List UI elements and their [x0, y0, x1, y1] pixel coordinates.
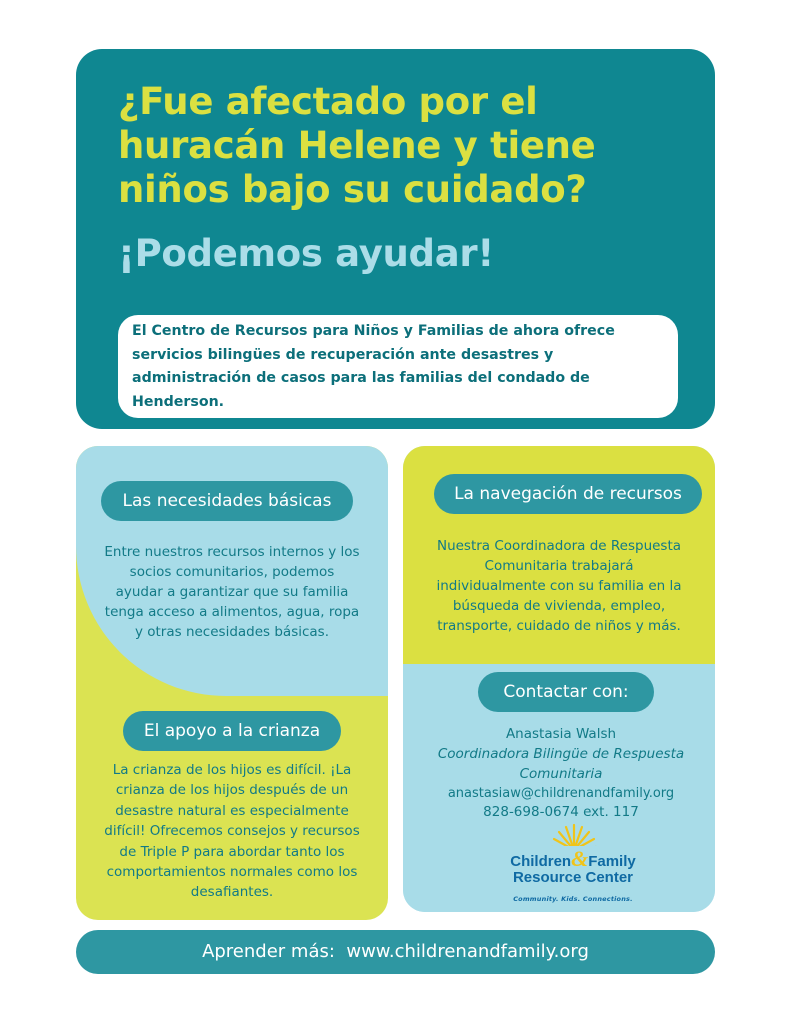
basic-needs-heading: Las necesidades básicas: [101, 481, 353, 521]
logo-ampersand: &: [571, 846, 589, 871]
page-subheadline: ¡Podemos ayudar!: [118, 232, 494, 275]
parenting-text: La crianza de los hijos es difícil. ¡La crianza de los hijos después de un desastre natural es especialmente difícil! Ofrecemos consejos y recursos de Triple P para abordar tanto los comportamientos normales como los desafiantes.: [104, 762, 360, 901]
navigation-heading: La navegación de recursos: [434, 474, 702, 514]
logo-subtitle: Resource Center: [512, 869, 634, 886]
intro-box: [118, 315, 678, 418]
footer-learn-more[interactable]: Aprender más: www.childrenandfamily.org: [76, 930, 715, 974]
page-headline: ¿Fue afectado por el huracán Helene y tiene niños bajo su cuidado?: [118, 80, 596, 211]
contact-email[interactable]: anastasiaw@childrenandfamily.org: [447, 786, 675, 801]
contact-heading: Contactar con:: [478, 672, 654, 712]
contact-role: Coordinadora Bilingüe de Respuesta Comunitaria: [437, 746, 685, 782]
intro-text: El Centro de Recursos para Niños y Familias de ahora ofrece servicios bilingües de recuperación ante desastres y administración de casos para las familias del condado de Henderson.: [132, 323, 615, 410]
basic-needs-text: Entre nuestros recursos internos y los socios comunitarios, podemos ayudar a garantizar que su familia tenga acceso a alimentos, agua, ropa y otras necesidades básicas.: [104, 544, 360, 640]
parenting-heading: El apoyo a la crianza: [123, 711, 341, 751]
contact-name: Anastasia Walsh: [505, 726, 617, 742]
navigation-text: Nuestra Coordinadora de Respuesta Comunitaria trabajará individualmente con su familia en la búsqueda de vivienda, empleo, transporte, cuidado de niños y más.: [436, 538, 682, 634]
logo-word-family: Family: [588, 853, 636, 870]
logo-tagline: Community. Kids. Connections.: [513, 895, 633, 903]
logo-wordmark: [498, 846, 648, 871]
contact-phone: 828-698-0674 ext. 117: [483, 804, 639, 820]
logo-word-children: Children: [510, 853, 572, 870]
organization-logo: [498, 822, 648, 914]
